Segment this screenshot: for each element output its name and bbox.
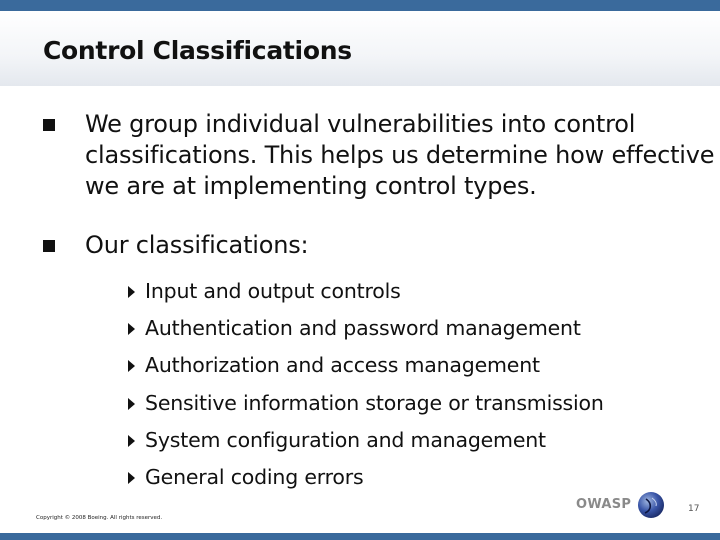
triangle-bullet-icon bbox=[128, 323, 135, 335]
classification-label: Input and output controls bbox=[145, 279, 401, 303]
list-item bbox=[128, 310, 604, 347]
list-item bbox=[128, 422, 604, 459]
owasp-logo-icon bbox=[637, 491, 665, 519]
copyright-notice: Copyright © 2008 Boeing. All rights reserved. bbox=[36, 515, 163, 521]
triangle-bullet-icon bbox=[128, 360, 135, 372]
slide-title: Control Classifications bbox=[43, 36, 352, 65]
bullet-text: We group individual vulnerabilities into control classifications. This helps us determine how effective we are at implementing control types. bbox=[85, 110, 715, 200]
triangle-bullet-icon bbox=[128, 286, 135, 298]
triangle-bullet-icon bbox=[128, 435, 135, 447]
top-accent-bar bbox=[0, 0, 720, 11]
list-item bbox=[128, 273, 604, 310]
classification-label: General coding errors bbox=[145, 464, 364, 489]
list-item bbox=[128, 347, 604, 384]
bullet-item bbox=[43, 230, 720, 261]
classification-label: Authorization and access management bbox=[145, 353, 540, 378]
classification-label: Authentication and password management bbox=[145, 316, 581, 341]
square-bullet-icon bbox=[43, 119, 55, 131]
classification-list bbox=[128, 273, 604, 496]
bottom-accent-bar bbox=[0, 533, 720, 540]
triangle-bullet-icon bbox=[128, 472, 135, 484]
page-number: 17 bbox=[688, 504, 700, 514]
owasp-brand-text: OWASP bbox=[576, 497, 632, 512]
list-item bbox=[128, 385, 604, 422]
square-bullet-icon bbox=[43, 240, 55, 252]
classification-label: System configuration and management bbox=[145, 427, 546, 452]
triangle-bullet-icon bbox=[128, 398, 135, 410]
classification-label: Sensitive information storage or transmission bbox=[145, 390, 604, 415]
list-item bbox=[128, 459, 604, 496]
bullet-item bbox=[43, 109, 720, 202]
bullet-text: Our classifications: bbox=[85, 231, 309, 259]
